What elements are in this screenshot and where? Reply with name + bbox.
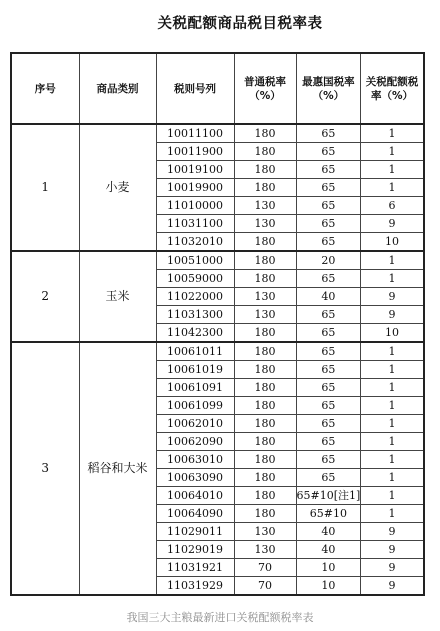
general-rate-cell: 180	[234, 451, 296, 469]
tariff-code-cell: 10064090	[156, 505, 234, 523]
general-rate-cell: 180	[234, 397, 296, 415]
table-row	[11, 342, 424, 361]
tariff-code-cell: 11029019	[156, 541, 234, 559]
seq-cell: 1	[11, 124, 79, 251]
general-rate-cell: 180	[234, 124, 296, 143]
tariff-code-cell: 10061019	[156, 361, 234, 379]
tariff-code-cell: 10011900	[156, 143, 234, 161]
image-caption: 我国三大主粮最新进口关税配额税率表	[126, 611, 314, 624]
quota-rate-cell: 9	[361, 306, 424, 324]
general-rate-cell: 180	[234, 270, 296, 288]
mfn-rate-cell: 65	[296, 415, 361, 433]
quota-rate-cell: 1	[361, 469, 424, 487]
quota-rate-cell: 1	[361, 270, 424, 288]
general-rate-cell: 130	[234, 541, 296, 559]
header-category: 商品类别	[79, 53, 156, 124]
tariff-code-cell: 10061011	[156, 342, 234, 361]
quota-rate-cell: 1	[361, 361, 424, 379]
mfn-rate-cell: 65	[296, 306, 361, 324]
mfn-rate-cell: 40	[296, 288, 361, 306]
seq-cell: 2	[11, 251, 79, 342]
general-rate-cell: 180	[234, 251, 296, 270]
general-rate-cell: 70	[234, 577, 296, 596]
mfn-rate-cell: 20	[296, 251, 361, 270]
table-body	[11, 124, 424, 595]
tariff-code-cell: 11031300	[156, 306, 234, 324]
quota-rate-cell: 1	[361, 342, 424, 361]
tariff-code-cell: 10061091	[156, 379, 234, 397]
quota-rate-cell: 1	[361, 161, 424, 179]
general-rate-cell: 180	[234, 161, 296, 179]
quota-rate-cell: 1	[361, 251, 424, 270]
category-cell: 小麦	[79, 124, 156, 251]
quota-rate-cell: 6	[361, 197, 424, 215]
general-rate-cell: 130	[234, 215, 296, 233]
quota-rate-cell: 1	[361, 505, 424, 523]
table-header-row	[11, 53, 424, 124]
mfn-rate-cell: 65	[296, 143, 361, 161]
general-rate-cell: 180	[234, 233, 296, 252]
quota-rate-cell: 1	[361, 451, 424, 469]
quota-rate-cell: 1	[361, 487, 424, 505]
mfn-rate-cell: 65	[296, 342, 361, 361]
header-seq: 序号	[11, 53, 79, 124]
tariff-code-cell: 11029011	[156, 523, 234, 541]
quota-rate-cell: 9	[361, 559, 424, 577]
general-rate-cell: 130	[234, 306, 296, 324]
tariff-code-cell: 10063010	[156, 451, 234, 469]
general-rate-cell: 180	[234, 143, 296, 161]
mfn-rate-cell: 65	[296, 124, 361, 143]
mfn-rate-cell: 65	[296, 215, 361, 233]
quota-rate-cell: 1	[361, 397, 424, 415]
general-rate-cell: 180	[234, 415, 296, 433]
quota-rate-cell: 9	[361, 523, 424, 541]
quota-rate-cell: 1	[361, 124, 424, 143]
page-title: 关税配额商品税目税率表	[157, 16, 323, 32]
mfn-rate-cell: 10	[296, 559, 361, 577]
tariff-code-cell: 10061099	[156, 397, 234, 415]
quota-rate-cell: 9	[361, 541, 424, 559]
general-rate-cell: 180	[234, 469, 296, 487]
tariff-code-cell: 10064010	[156, 487, 234, 505]
mfn-rate-cell: 65	[296, 197, 361, 215]
mfn-rate-cell: 40	[296, 523, 361, 541]
tariff-code-cell: 11022000	[156, 288, 234, 306]
tariff-code-cell: 10063090	[156, 469, 234, 487]
header-mfn-rate: 最惠国税率（%）	[296, 53, 361, 124]
table-row	[11, 124, 424, 143]
tariff-code-cell: 11031929	[156, 577, 234, 596]
category-cell: 稻谷和大米	[79, 342, 156, 595]
quota-rate-cell: 1	[361, 415, 424, 433]
header-general-rate: 普通税率（%）	[234, 53, 296, 124]
quota-rate-cell: 9	[361, 288, 424, 306]
general-rate-cell: 130	[234, 288, 296, 306]
mfn-rate-cell: 65	[296, 469, 361, 487]
mfn-rate-cell: 65	[296, 361, 361, 379]
tariff-code-cell: 10059000	[156, 270, 234, 288]
quota-rate-cell: 1	[361, 379, 424, 397]
tariff-code-cell: 10062090	[156, 433, 234, 451]
general-rate-cell: 180	[234, 179, 296, 197]
header-tariff-code: 税则号列	[156, 53, 234, 124]
mfn-rate-cell: 65	[296, 451, 361, 469]
general-rate-cell: 180	[234, 433, 296, 451]
mfn-rate-cell: 10	[296, 577, 361, 596]
tariff-quota-table	[10, 52, 425, 596]
quota-rate-cell: 9	[361, 577, 424, 596]
quota-rate-cell: 1	[361, 433, 424, 451]
general-rate-cell: 130	[234, 197, 296, 215]
mfn-rate-cell: 65	[296, 233, 361, 252]
mfn-rate-cell: 65	[296, 433, 361, 451]
tariff-code-cell: 11032010	[156, 233, 234, 252]
mfn-rate-cell: 65	[296, 324, 361, 343]
mfn-rate-cell: 65#10[注1]	[296, 487, 361, 505]
general-rate-cell: 70	[234, 559, 296, 577]
mfn-rate-cell: 65	[296, 179, 361, 197]
general-rate-cell: 180	[234, 487, 296, 505]
tariff-code-cell: 11042300	[156, 324, 234, 343]
mfn-rate-cell: 65	[296, 270, 361, 288]
mfn-rate-cell: 65	[296, 397, 361, 415]
tariff-code-cell: 11031921	[156, 559, 234, 577]
mfn-rate-cell: 65	[296, 379, 361, 397]
header-quota-rate: 关税配额税率（%）	[361, 53, 424, 124]
quota-rate-cell: 1	[361, 143, 424, 161]
quota-rate-cell: 1	[361, 179, 424, 197]
category-cell: 玉米	[79, 251, 156, 342]
tariff-code-cell: 10019900	[156, 179, 234, 197]
general-rate-cell: 180	[234, 342, 296, 361]
general-rate-cell: 130	[234, 523, 296, 541]
mfn-rate-cell: 65#10	[296, 505, 361, 523]
quota-rate-cell: 9	[361, 215, 424, 233]
general-rate-cell: 180	[234, 324, 296, 343]
general-rate-cell: 180	[234, 505, 296, 523]
tariff-code-cell: 10019100	[156, 161, 234, 179]
mfn-rate-cell: 65	[296, 161, 361, 179]
tariff-code-cell: 11010000	[156, 197, 234, 215]
tariff-code-cell: 10011100	[156, 124, 234, 143]
tariff-code-cell: 10051000	[156, 251, 234, 270]
quota-rate-cell: 10	[361, 324, 424, 343]
seq-cell: 3	[11, 342, 79, 595]
mfn-rate-cell: 40	[296, 541, 361, 559]
general-rate-cell: 180	[234, 379, 296, 397]
tariff-code-cell: 11031100	[156, 215, 234, 233]
tariff-code-cell: 10062010	[156, 415, 234, 433]
table-row	[11, 251, 424, 270]
quota-rate-cell: 10	[361, 233, 424, 252]
general-rate-cell: 180	[234, 361, 296, 379]
